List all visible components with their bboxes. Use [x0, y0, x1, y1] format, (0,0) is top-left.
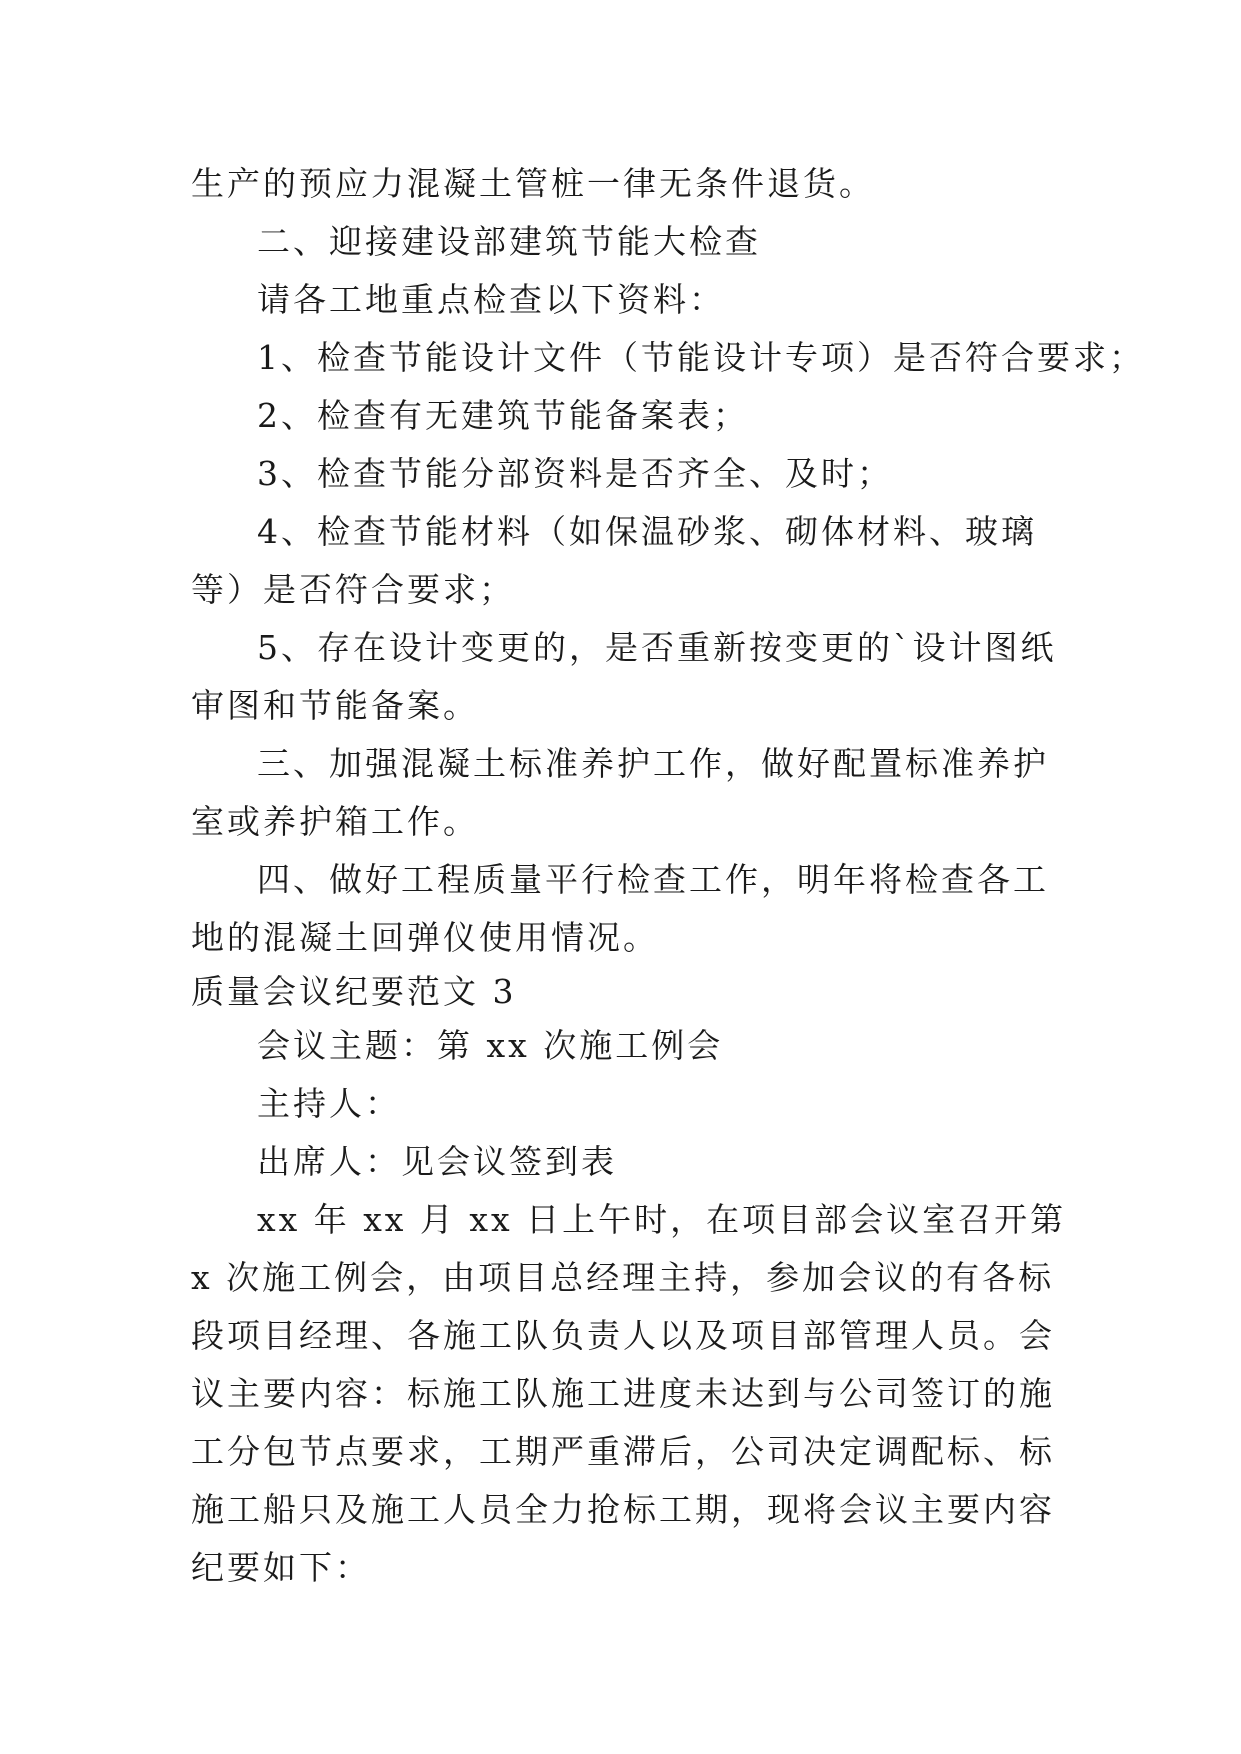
- list-item-5: 5、存在设计变更的，是否重新按变更的`设计图纸审图和节能备案。: [191, 628, 1057, 725]
- section-heading-two: 二、迎接建设部建筑节能大检查: [257, 222, 761, 261]
- paragraph-instruction: 请各工地重点检查以下资料：: [257, 280, 725, 319]
- meeting-topic: 会议主题：第 xx 次施工例会: [257, 1026, 724, 1065]
- section-title: 质量会议纪要范文 3: [191, 972, 517, 1011]
- section-heading-four: 四、做好工程质量平行检查工作，明年将检查各工地的混凝土回弹仪使用情况。: [191, 860, 1049, 957]
- paragraph-continuation: 生产的预应力混凝土管桩一律无条件退货。: [191, 164, 875, 203]
- section-heading-three: 三、加强混凝土标准养护工作，做好配置标准养护室或养护箱工作。: [191, 744, 1049, 841]
- list-item-4: 4、检查节能材料（如保温砂浆、砌体材料、玻璃等）是否符合要求；: [191, 512, 1037, 609]
- list-item-2: 2、检查有无建筑节能备案表；: [257, 396, 749, 435]
- document-body: [191, 155, 1145, 1597]
- meeting-host: 主持人：: [257, 1084, 401, 1123]
- meeting-body: xx 年 xx 月 xx 日上午时，在项目部会议室召开第 x 次施工例会，由项目总经理主持，参加会议的有各标段项目经理、各施工队负责人以及项目部管理人员。会议主要内容：标施工队施工进度未达到与公司签订的施工分包节点要求，工期严重滞后，公司决定调配标、标施工船只及施工人员全力抢标工期，现将会议主要内容纪要如下：: [191, 1200, 1067, 1587]
- list-item-3: 3、检查节能分部资料是否齐全、及时；: [257, 454, 893, 493]
- list-item-1: 1、检查节能设计文件（节能设计专项）是否符合要求；: [257, 338, 1145, 377]
- meeting-attendees: 出席人：见会议签到表: [257, 1142, 617, 1181]
